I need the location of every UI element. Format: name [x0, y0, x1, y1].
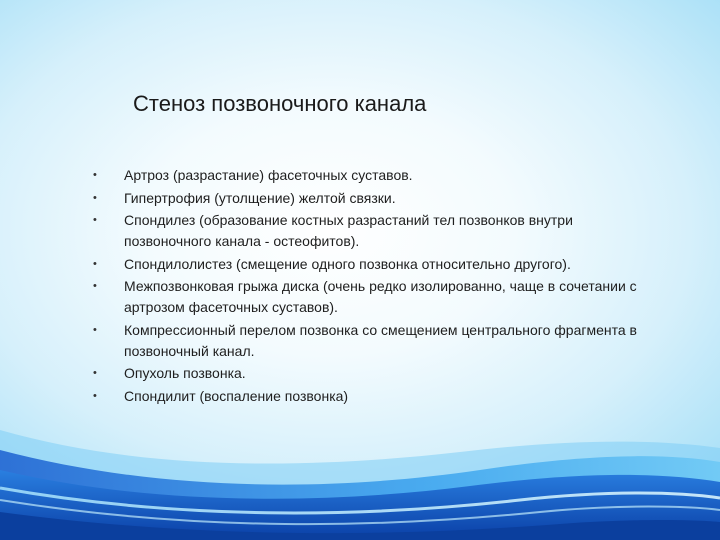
bullet-icon: •	[93, 367, 97, 379]
bullet-text: Спондилолистез (смещение одного позвонка относительно другого).	[124, 255, 571, 272]
bullet-icon: •	[93, 280, 97, 292]
bullet-text: Межпозвонковая грыжа диска (очень редко изолированно, чаще в сочетании с артрозом фасеточных суставов).	[124, 278, 637, 315]
bullet-icon: •	[93, 191, 97, 204]
bullet-icon: •	[93, 323, 97, 336]
bullet-text: Спондилез (образование костных разрастаний тел позвонков внутри позвоночного канала - остеофитов).	[124, 212, 573, 249]
bullet-text: Компрессионный перелом позвонка со смещением центрального фрагмента в позвоночный канал.	[124, 321, 637, 359]
bullet-text: Артроз (разрастание) фасеточных суставов.	[124, 167, 413, 183]
list-item	[0, 320, 654, 362]
list-item	[0, 254, 654, 275]
bullet-text: Опухоль позвонка.	[124, 365, 246, 381]
list-item	[0, 165, 654, 186]
bullet-list	[0, 165, 654, 408]
bullet-icon: •	[93, 389, 97, 402]
bullet-text: Спондилит (воспаление позвонка)	[124, 387, 349, 404]
list-item	[0, 188, 654, 209]
list-item	[0, 363, 654, 384]
bullet-icon: •	[93, 257, 97, 270]
bullet-text: Гипертрофия (утолщение) желтой связки.	[124, 189, 396, 206]
slide-title: Стеноз позвоночного канала	[133, 91, 427, 116]
list-item	[0, 386, 654, 407]
list-item	[0, 276, 654, 318]
list-item	[0, 210, 654, 252]
bullet-icon: •	[93, 169, 97, 181]
bullet-icon: •	[93, 214, 97, 226]
